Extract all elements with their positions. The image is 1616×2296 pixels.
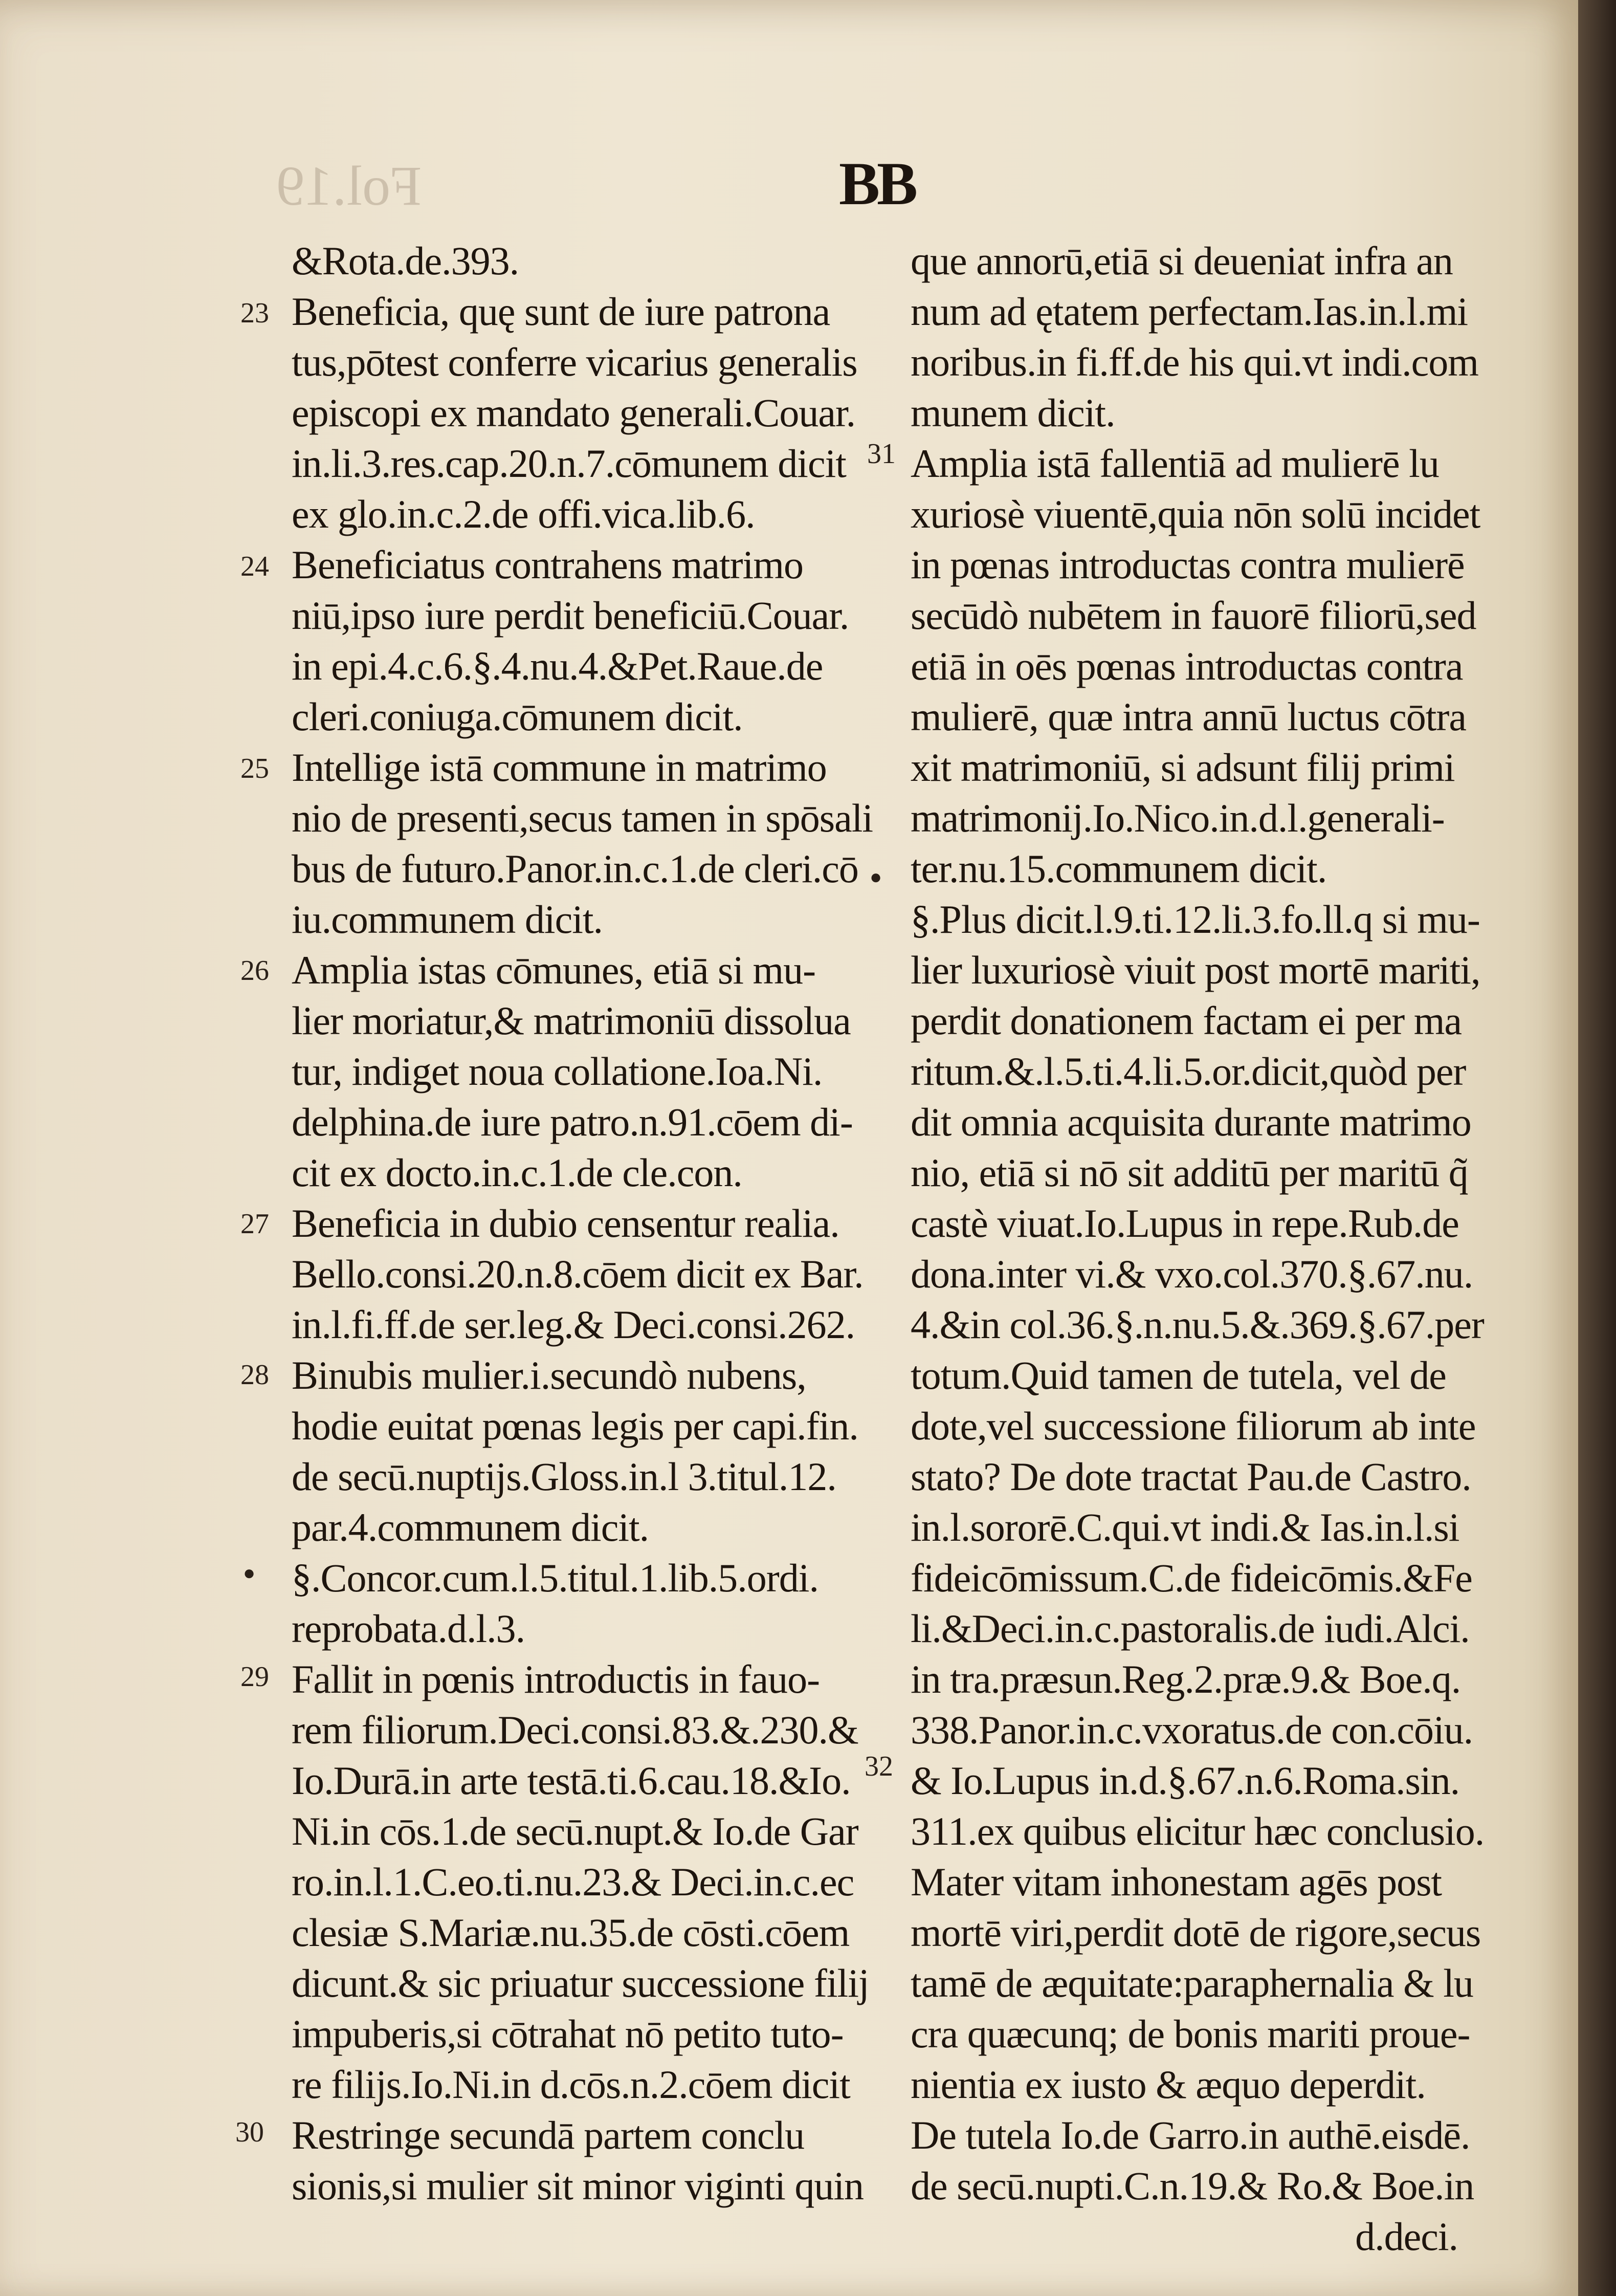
text-line: ex glo.in.c.2.de offi.vica.lib.6. bbox=[292, 492, 755, 536]
text-line: 338.Panor.in.c.vxoratus.de con.cōiu. bbox=[911, 1708, 1473, 1752]
paragraph-number: 32 bbox=[865, 1751, 893, 1782]
text-line: par.4.communem dicit. bbox=[292, 1505, 649, 1549]
text-line: 4.&in col.36.§.n.nu.5.&.369.§.67.per bbox=[911, 1302, 1484, 1347]
text-line: Binubis mulier.i.secundò nubens, bbox=[292, 1353, 806, 1397]
text-line: dona.inter vi.& vxo.col.370.§.67.nu. bbox=[911, 1252, 1473, 1296]
text-line: xuriosè viuentē,quia nōn solū incidet bbox=[911, 492, 1480, 536]
text-line: mulierē, quæ intra annū luctus cōtra bbox=[911, 694, 1467, 739]
text-line: Amplia istā fallentiā ad mulierē lu bbox=[911, 441, 1439, 486]
text-line: Bello.consi.20.n.8.cōem dicit ex Bar. bbox=[292, 1252, 864, 1296]
text-line: in.l.sororē.C.qui.vt indi.& Ias.in.l.si bbox=[911, 1505, 1459, 1549]
text-line: reprobata.d.l.3. bbox=[292, 1606, 525, 1651]
paragraph-number: 28 bbox=[240, 1359, 269, 1391]
text-line: perdit donationem factam ei per ma bbox=[911, 998, 1462, 1043]
paragraph-number: 30 bbox=[235, 2116, 264, 2148]
text-line: ritum.&.l.5.ti.4.li.5.or.dicit,quòd per bbox=[911, 1049, 1466, 1094]
text-line: Beneficia in dubio censentur realia. bbox=[292, 1201, 839, 1245]
text-line: matrimonij.Io.Nico.in.d.l.generali- bbox=[911, 796, 1445, 840]
text-line: tamē de æquitate:paraphernalia & lu bbox=[911, 1961, 1473, 2005]
text-line: Fallit in pœnis introductis in fauo- bbox=[292, 1657, 820, 1701]
text-line: re filijs.Io.Ni.in d.cōs.n.2.cōem dicit bbox=[292, 2062, 850, 2107]
paragraph-mark: ● bbox=[243, 1561, 256, 1584]
text-line: mortē viri,perdit dotē de rigore,secus bbox=[911, 1910, 1481, 1955]
text-line: in epi.4.c.6.§.4.nu.4.&Pet.Raue.de bbox=[292, 644, 823, 688]
text-line: Intellige istā commune in matrimo bbox=[292, 745, 827, 790]
text-line: 311.ex quibus elicitur hæc conclusio. bbox=[911, 1809, 1485, 1853]
text-line: cra quæcunq; de bonis mariti proue- bbox=[911, 2011, 1470, 2056]
text-line: de secū.nuptijs.Gloss.in.l 3.titul.12. bbox=[292, 1454, 836, 1499]
text-line: in.li.3.res.cap.20.n.7.cōmunem dicit bbox=[292, 441, 846, 486]
text-line: in tra.præsun.Reg.2.præ.9.& Boe.q. bbox=[911, 1657, 1461, 1701]
text-line: hodie euitat pœnas legis per capi.fin. bbox=[292, 1404, 858, 1448]
text-line: de secū.nupti.C.n.19.& Ro.& Boe.in bbox=[911, 2163, 1474, 2208]
text-line: dote,vel successione filiorum ab inte bbox=[911, 1404, 1476, 1448]
text-line: cit ex docto.in.c.1.de cle.con. bbox=[292, 1150, 742, 1195]
book-edge bbox=[1578, 0, 1616, 2296]
text-line: sionis,si mulier sit minor viginti quin bbox=[292, 2163, 864, 2208]
text-line: & Io.Lupus in.d.§.67.n.6.Roma.sin. bbox=[911, 1758, 1460, 1803]
text-line: in.l.fi.ff.de ser.leg.& Deci.consi.262. bbox=[292, 1302, 855, 1347]
text-line: noribus.in fi.ff.de his qui.vt indi.com bbox=[911, 340, 1478, 384]
text-line: Beneficia, quę sunt de iure patrona bbox=[292, 289, 830, 334]
text-line: ter.nu.15.communem dicit. bbox=[911, 846, 1327, 891]
paragraph-number: 27 bbox=[240, 1208, 269, 1240]
text-line: castè viuat.Io.Lupus in repe.Rub.de bbox=[911, 1201, 1459, 1245]
text-line: episcopi ex mandato generali.Couar. bbox=[292, 390, 856, 435]
text-line: cleri.coniuga.cōmunem dicit. bbox=[292, 694, 743, 739]
text-line: fideicōmissum.C.de fideicōmis.&Fe bbox=[911, 1556, 1472, 1600]
text-line: nientia ex iusto & æquo deperdit. bbox=[911, 2062, 1426, 2107]
paragraph-number: 31 bbox=[867, 438, 896, 470]
text-line: lier luxuriosè viuit post mortē mariti, bbox=[911, 948, 1480, 992]
text-line: Beneficiatus contrahens matrimo bbox=[292, 542, 803, 587]
text-line: ro.in.l.1.C.eo.ti.nu.23.& Deci.in.c.ec bbox=[292, 1860, 854, 1904]
text-line: bus de futuro.Panor.in.c.1.de cleri.cō bbox=[292, 846, 858, 891]
text-line: num ad ętatem perfectam.Ias.in.l.mi bbox=[911, 289, 1468, 334]
text-line: nio de presenti,secus tamen in spōsali bbox=[292, 796, 873, 840]
paragraph-number: 29 bbox=[240, 1661, 269, 1693]
text-line: impuberis,si cōtrahat nō petito tuto- bbox=[292, 2011, 844, 2056]
text-line: §.Plus dicit.l.9.ti.12.li.3.fo.ll.q si mu- bbox=[911, 897, 1480, 942]
paragraph-number: 24 bbox=[240, 551, 269, 582]
text-line: nio, etiā si nō sit additū per maritū q̃ bbox=[911, 1150, 1468, 1195]
text-line: munem dicit. bbox=[911, 390, 1115, 435]
text-line: iu.communem dicit. bbox=[292, 897, 603, 942]
text-line: §.Concor.cum.l.5.titul.1.lib.5.ordi. bbox=[292, 1556, 818, 1600]
text-line: d.deci. bbox=[1355, 2214, 1458, 2259]
left-column bbox=[292, 235, 873, 2211]
text-line: que annorū,etiā si deueniat infra an bbox=[911, 238, 1453, 283]
text-line: li.&Deci.in.c.pastoralis.de iudi.Alci. bbox=[911, 1606, 1470, 1651]
text-line: niū,ipso iure perdit beneficiū.Couar. bbox=[292, 593, 849, 638]
text-line: Ni.in cōs.1.de secū.nupt.& Io.de Gar bbox=[292, 1809, 858, 1853]
text-line: tur, indiget noua collatione.Ioa.Ni. bbox=[292, 1049, 823, 1094]
text-line: totum.Quid tamen de tutela, vel de bbox=[911, 1353, 1446, 1397]
text-line: delphina.de iure patro.n.91.cōem di- bbox=[292, 1100, 853, 1144]
signature-mark: BB bbox=[839, 149, 915, 217]
text-line: dit omnia acquisita durante matrimo bbox=[911, 1100, 1471, 1144]
text-line: Io.Durā.in arte testā.ti.6.cau.18.&Io. bbox=[292, 1758, 851, 1803]
paragraph-number: 25 bbox=[240, 753, 269, 784]
paragraph-number: 23 bbox=[240, 297, 269, 329]
text-line: Restringe secundā partem conclu bbox=[292, 2113, 805, 2157]
text-line: lier moriatur,& matrimoniū dissolua bbox=[292, 998, 851, 1043]
text-line: Mater vitam inhonestam agēs post bbox=[911, 1860, 1442, 1904]
text-line: clesiæ S.Mariæ.nu.35.de cōsti.cōem bbox=[292, 1910, 850, 1955]
text-line: dicunt.& sic priuatur successione filij bbox=[292, 1961, 869, 2005]
bleed-through-folio: Fol.19 bbox=[276, 155, 422, 217]
text-line: rem filiorum.Deci.consi.83.&.230.& bbox=[292, 1708, 858, 1752]
paragraph-mark: ● bbox=[870, 865, 882, 888]
text-line: etiā in oēs pœnas introductas contra bbox=[911, 644, 1463, 688]
text-line: secūdò nubētem in fauorē filiorū,sed bbox=[911, 593, 1476, 638]
text-line: &Rota.de.393. bbox=[292, 238, 519, 283]
text-line: tus,pōtest conferre vicarius generalis bbox=[292, 340, 857, 384]
paragraph-number: 26 bbox=[240, 955, 269, 987]
text-line: xit matrimoniū, si adsunt filij primi bbox=[911, 745, 1455, 790]
right-column bbox=[911, 235, 1485, 2262]
text-line: De tutela Io.de Garro.in authē.eisdē. bbox=[911, 2113, 1470, 2157]
text-line: Amplia istas cōmunes, etiā si mu- bbox=[292, 948, 816, 992]
text-line: stato? De dote tractat Pau.de Castro. bbox=[911, 1454, 1471, 1499]
text-line: in pœnas introductas contra mulierē bbox=[911, 542, 1465, 587]
